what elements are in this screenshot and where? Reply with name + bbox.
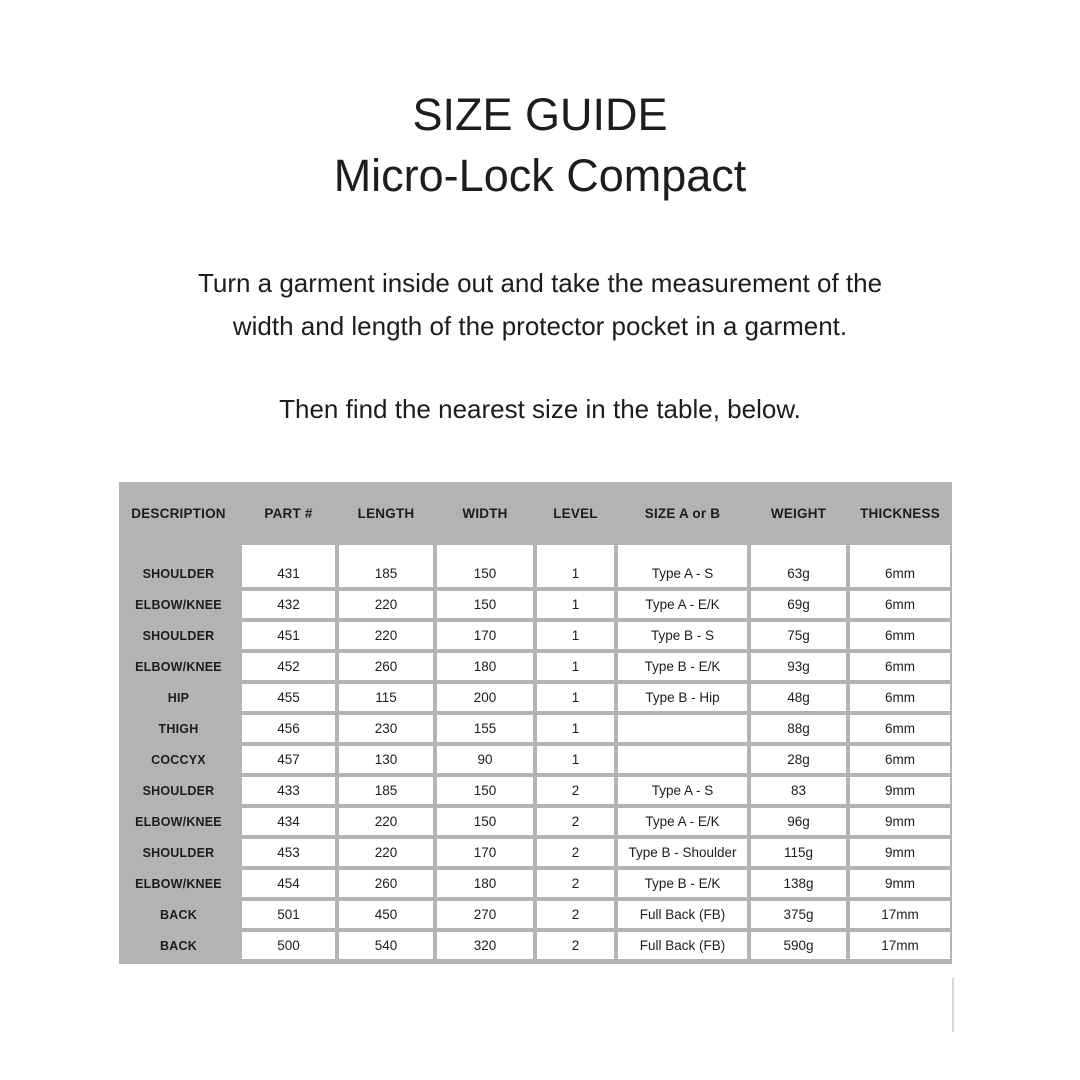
cell-weight: 88g (751, 715, 846, 742)
column-header-description: DESCRIPTION (131, 506, 226, 521)
cell-width: 155 (437, 715, 533, 742)
instructions-line-1: Turn a garment inside out and take the measurement of the (197, 268, 883, 298)
cell-level: 2 (537, 777, 614, 804)
cell-weight: 63g (751, 545, 846, 587)
title-line-1: SIZE GUIDE (412, 89, 668, 140)
cell-weight: 28g (751, 746, 846, 773)
cell-part-number: 451 (242, 622, 335, 649)
cell-thickness: 9mm (850, 808, 950, 835)
cell-weight: 69g (751, 591, 846, 618)
cell-thickness: 17mm (850, 901, 950, 928)
row-description: ELBOW/KNEE (135, 597, 222, 612)
cell-size (618, 746, 747, 773)
row-description: ELBOW/KNEE (135, 659, 222, 674)
cell-width: 150 (437, 777, 533, 804)
column-header-weight: WEIGHT (770, 506, 827, 521)
cell-width: 270 (437, 901, 533, 928)
cell-size: Type A - E/K (618, 591, 747, 618)
title-line-2: Micro-Lock Compact (333, 150, 747, 201)
cell-level: 1 (537, 715, 614, 742)
cell-length: 220 (339, 808, 433, 835)
page-title (0, 84, 1080, 206)
cell-length: 220 (339, 622, 433, 649)
cell-thickness: 6mm (850, 715, 950, 742)
cell-level: 2 (537, 839, 614, 866)
cell-part-number: 433 (242, 777, 335, 804)
cell-thickness: 6mm (850, 622, 950, 649)
instructions-paragraph-2: Then find the nearest size in the table, below. (279, 394, 801, 424)
cell-thickness: 17mm (850, 932, 950, 959)
row-description: ELBOW/KNEE (135, 876, 222, 891)
cell-thickness: 9mm (850, 870, 950, 897)
column-header-length: LENGTH (357, 506, 415, 521)
cell-weight: 590g (751, 932, 846, 959)
cell-part-number: 452 (242, 653, 335, 680)
row-description: SHOULDER (142, 567, 215, 581)
row-description: SHOULDER (142, 783, 215, 798)
row-description: COCCYX (151, 752, 206, 767)
cell-length: 185 (339, 777, 433, 804)
cell-width: 180 (437, 653, 533, 680)
cell-length: 450 (339, 901, 433, 928)
cell-length: 260 (339, 653, 433, 680)
row-description: SHOULDER (142, 845, 215, 860)
column-header-size-a-or-b: SIZE A or B (644, 506, 721, 521)
column-header-width: WIDTH (462, 506, 508, 521)
cell-size (618, 715, 747, 742)
cell-size: Type B - Hip (618, 684, 747, 711)
cell-length: 130 (339, 746, 433, 773)
cell-part-number: 431 (242, 545, 335, 587)
cell-level: 1 (537, 545, 614, 587)
size-table (119, 482, 952, 964)
cell-size: Full Back (FB) (618, 901, 747, 928)
cell-width: 320 (437, 932, 533, 959)
cell-length: 220 (339, 591, 433, 618)
cell-thickness: 6mm (850, 545, 950, 587)
cell-weight: 93g (751, 653, 846, 680)
cell-thickness: 6mm (850, 684, 950, 711)
cell-length: 220 (339, 839, 433, 866)
cell-level: 2 (537, 870, 614, 897)
row-description: BACK (160, 938, 197, 953)
cell-thickness: 9mm (850, 839, 950, 866)
cell-part-number: 500 (242, 932, 335, 959)
cell-level: 1 (537, 622, 614, 649)
cell-thickness: 6mm (850, 591, 950, 618)
cell-size: Full Back (FB) (618, 932, 747, 959)
cell-part-number: 434 (242, 808, 335, 835)
row-description: HIP (167, 690, 190, 705)
cell-size: Type A - E/K (618, 808, 747, 835)
cell-length: 230 (339, 715, 433, 742)
cell-weight: 75g (751, 622, 846, 649)
column-header-part-number: PART # (264, 506, 313, 521)
cell-weight: 96g (751, 808, 846, 835)
cell-size: Type B - Shoulder (618, 839, 747, 866)
cell-part-number: 455 (242, 684, 335, 711)
cell-weight: 138g (751, 870, 846, 897)
cell-part-number: 453 (242, 839, 335, 866)
cell-width: 90 (437, 746, 533, 773)
cell-part-number: 456 (242, 715, 335, 742)
cell-length: 115 (339, 684, 433, 711)
cell-part-number: 501 (242, 901, 335, 928)
cell-width: 200 (437, 684, 533, 711)
cell-level: 2 (537, 808, 614, 835)
cell-level: 1 (537, 653, 614, 680)
row-description: ELBOW/KNEE (135, 814, 222, 829)
instructions-line-2: width and length of the protector pocket in a garment. (232, 311, 848, 341)
cell-level: 1 (537, 746, 614, 773)
instructions-paragraph-1 (0, 262, 1080, 348)
cell-size: Type B - E/K (618, 870, 747, 897)
column-header-thickness: THICKNESS (860, 506, 940, 521)
cell-level: 1 (537, 591, 614, 618)
cell-width: 180 (437, 870, 533, 897)
cell-level: 2 (537, 901, 614, 928)
cell-level: 2 (537, 932, 614, 959)
cell-thickness: 6mm (850, 746, 950, 773)
cell-part-number: 454 (242, 870, 335, 897)
cell-thickness: 9mm (850, 777, 950, 804)
cell-weight: 115g (751, 839, 846, 866)
row-description: BACK (160, 907, 197, 922)
cell-width: 150 (437, 808, 533, 835)
cell-weight: 48g (751, 684, 846, 711)
cell-length: 540 (339, 932, 433, 959)
cell-length: 260 (339, 870, 433, 897)
row-description: THIGH (158, 721, 199, 736)
cell-width: 170 (437, 622, 533, 649)
cell-thickness: 6mm (850, 653, 950, 680)
cell-part-number: 457 (242, 746, 335, 773)
cell-size: Type A - S (618, 777, 747, 804)
right-edge-line (952, 978, 954, 1032)
row-description: SHOULDER (142, 628, 215, 643)
cell-weight: 375g (751, 901, 846, 928)
cell-level: 1 (537, 684, 614, 711)
cell-size: Type B - S (618, 622, 747, 649)
cell-part-number: 432 (242, 591, 335, 618)
cell-weight: 83 (751, 777, 846, 804)
cell-width: 170 (437, 839, 533, 866)
cell-size: Type B - E/K (618, 653, 747, 680)
cell-length: 185 (339, 545, 433, 587)
cell-width: 150 (437, 545, 533, 587)
cell-size: Type A - S (618, 545, 747, 587)
column-header-level: LEVEL (553, 506, 598, 521)
cell-width: 150 (437, 591, 533, 618)
